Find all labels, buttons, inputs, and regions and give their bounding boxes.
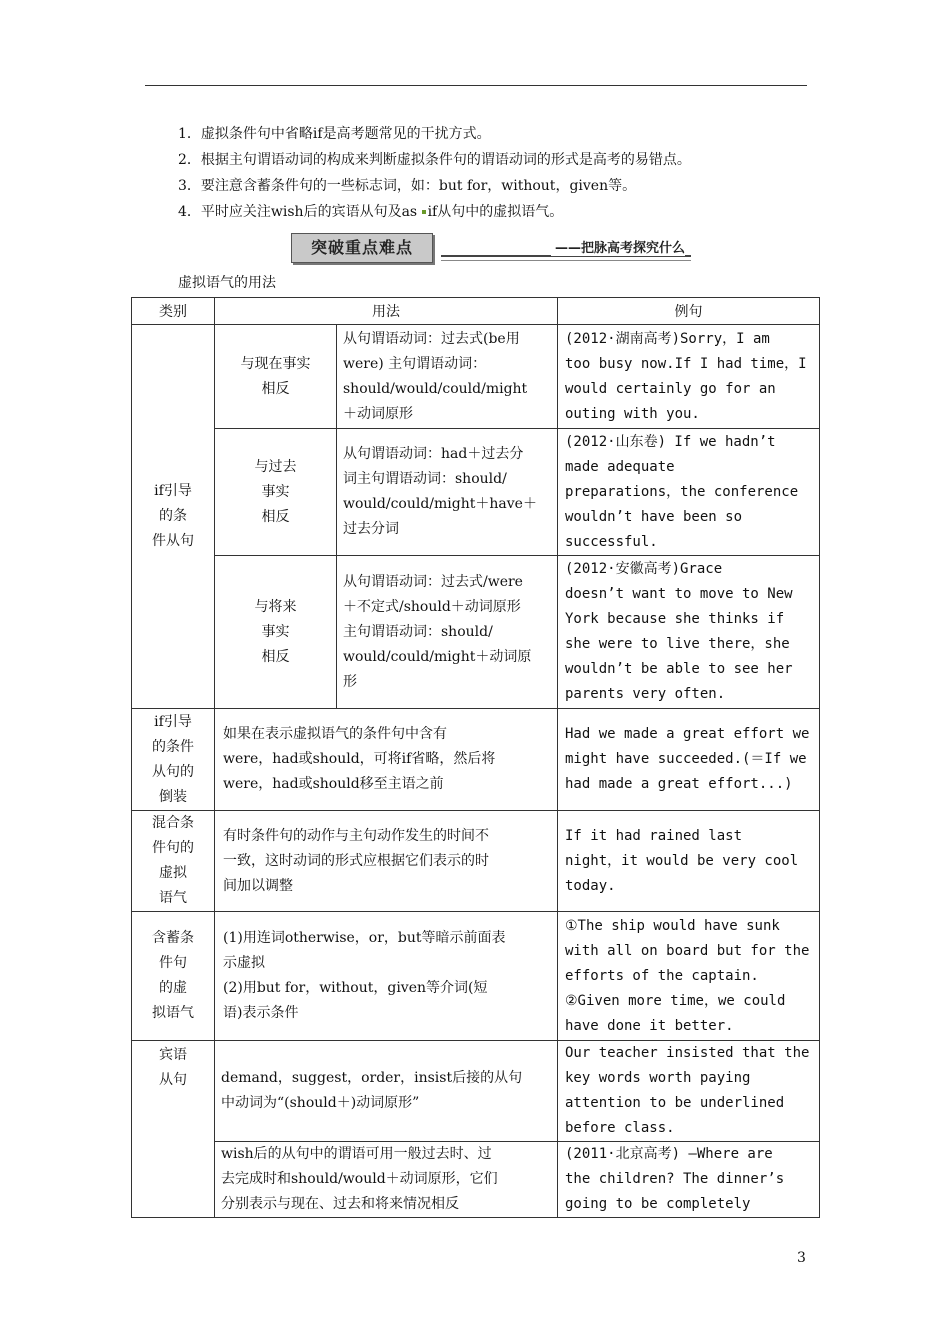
example-line: might have succeeded.(＝If we xyxy=(565,751,807,767)
note-item: 1．虚拟条件句中省略if是高考题常见的干扰方式。 xyxy=(178,126,491,142)
usage-line: would/could/might＋have＋ xyxy=(343,496,537,512)
banner-bar xyxy=(441,237,691,255)
category-line: 倒装 xyxy=(159,788,187,805)
header-category: 类别 xyxy=(132,298,215,325)
category-cell xyxy=(132,1041,215,1218)
table-row xyxy=(132,912,820,1041)
banner-line xyxy=(441,260,691,261)
category-line: 语气 xyxy=(159,890,187,906)
example-cell xyxy=(558,429,820,556)
example-line: wouldn’t be able to see her xyxy=(565,661,793,677)
example-line: going to be completely xyxy=(565,1196,751,1212)
subcategory-cell xyxy=(215,429,337,556)
category-cell xyxy=(132,709,215,811)
category-line: 混合条 xyxy=(152,815,194,831)
example-cell xyxy=(558,556,820,709)
example-line: too busy now.If I had time，I xyxy=(565,355,807,372)
example-line: she were to live there，she xyxy=(565,636,790,652)
usage-line: 从句谓语动词：had＋过去分 xyxy=(343,446,524,462)
example-line: ①The ship would have sunk xyxy=(565,917,780,934)
example-line: (2012·湖南高考)Sorry，I am xyxy=(565,330,770,347)
table-row xyxy=(132,811,820,912)
category-line: 件句 xyxy=(159,955,187,971)
usage-line: (2)用but for，without，given等介词(短 xyxy=(223,980,488,996)
section-title: 虚拟语气的用法 xyxy=(178,275,276,291)
header-example: 例句 xyxy=(558,298,820,325)
example-line: preparations，the conference xyxy=(565,483,799,500)
header-rule xyxy=(145,85,807,86)
example-line: successful. xyxy=(565,533,658,550)
example-line: efforts of the captain. xyxy=(565,967,759,984)
category-line: 含蓄条 xyxy=(152,930,194,946)
usage-line: ＋动词原形 xyxy=(343,405,413,422)
example-line: today. xyxy=(565,877,616,894)
notes-list xyxy=(178,121,818,225)
usage-cell xyxy=(215,912,558,1041)
example-line: (2011·北京高考) —Where are xyxy=(565,1146,773,1162)
note-item: 3．要注意含蓄条件句的一些标志词，如：but for，without，given等。 xyxy=(178,178,637,194)
example-line: the children? The dinner’s xyxy=(565,1171,785,1187)
section-banner xyxy=(291,231,691,263)
category-line: 件句的 xyxy=(152,840,194,856)
example-cell xyxy=(558,811,820,912)
category-line: 拟语气 xyxy=(152,1005,194,1021)
usage-line: were，had或should，可将if省略，然后将 xyxy=(223,751,496,767)
usage-line: would/could/might＋动词原 xyxy=(343,648,532,665)
usage-line: ＋不定式/should＋动词原形 xyxy=(343,598,521,615)
usage-cell xyxy=(215,709,558,811)
subcategory-line: 事实 xyxy=(261,623,290,640)
note-item: 2．根据主句谓语动词的构成来判断虚拟条件句的谓语动词的形式是高考的易错点。 xyxy=(178,152,691,168)
subcategory-line: 相反 xyxy=(261,508,290,525)
table-header-row xyxy=(132,298,820,325)
example-cell xyxy=(558,1142,820,1218)
example-line: wouldn’t have been so xyxy=(565,508,743,525)
example-line: had made a great effort...) xyxy=(565,776,793,792)
usage-cell xyxy=(337,325,558,429)
example-line: (2012·安徽高考)Grace xyxy=(565,561,723,577)
example-line: ②Given more time，we could xyxy=(565,992,786,1009)
usage-line: 间加以调整 xyxy=(223,877,293,894)
usage-line: 从句谓语动词：过去式/were xyxy=(343,573,523,590)
example-line: Had we made a great effort we xyxy=(565,726,810,742)
example-cell xyxy=(558,1041,820,1142)
category-line: 的条 xyxy=(159,508,187,524)
usage-line: (1)用连词otherwise，or，but等暗示前面表 xyxy=(223,930,506,946)
example-line: Our teacher insisted that the xyxy=(565,1045,810,1061)
category-line: 宾语 xyxy=(159,1047,187,1063)
example-line: night，it would be very cool xyxy=(565,852,799,869)
banner-box xyxy=(291,233,433,263)
usage-cell xyxy=(215,1142,558,1218)
example-line: key words worth paying xyxy=(565,1070,751,1086)
usage-cell xyxy=(337,556,558,709)
subcategory-line: 与过去 xyxy=(254,458,297,475)
example-line: would certainly go for an xyxy=(565,380,776,397)
usage-line: 中动词为“(should＋)动词原形” xyxy=(221,1095,420,1111)
usage-line: 形 xyxy=(343,673,357,690)
note-text: 4．平时应关注wish后的宾语从句及as xyxy=(178,204,418,220)
subcategory-line: 相反 xyxy=(261,648,290,665)
example-line: If it had rained last xyxy=(565,827,743,844)
example-line: before class. xyxy=(565,1120,675,1136)
table-row xyxy=(132,1041,820,1142)
table-row xyxy=(132,325,820,429)
note-text: if从句中的虚拟语气。 xyxy=(427,204,564,220)
usage-line: 分别表示与现在、过去和将来情况相反 xyxy=(221,1196,459,1212)
category-line: 从句的 xyxy=(152,763,194,780)
usage-line: should/would/could/might xyxy=(343,380,528,397)
usage-line: 语)表示条件 xyxy=(223,1005,299,1021)
category-cell xyxy=(132,811,215,912)
usage-table xyxy=(131,297,820,1218)
header-usage: 用法 xyxy=(215,298,558,325)
category-line: 的虚 xyxy=(159,980,187,996)
usage-line: 示虚拟 xyxy=(223,955,265,971)
example-line: outing with you. xyxy=(565,405,700,422)
usage-line: were) 主句谓语动词： xyxy=(343,355,487,372)
table-row xyxy=(132,556,820,709)
category-line: if引导 xyxy=(154,483,192,499)
usage-line: wish后的从句中的谓语可用一般过去时、过 xyxy=(221,1146,492,1162)
subcategory-cell xyxy=(215,556,337,709)
page-number: 3 xyxy=(797,1250,806,1266)
category-line: 从句 xyxy=(159,1072,187,1088)
subcategory-line: 事实 xyxy=(261,483,290,500)
table-row xyxy=(132,709,820,811)
example-cell xyxy=(558,325,820,429)
usage-line: 有时条件句的动作与主句动作发生的时间不 xyxy=(223,827,489,844)
usage-line: 从句谓语动词：过去式(be用 xyxy=(343,330,520,347)
usage-line: 一致，这时动词的形式应根据它们表示的时 xyxy=(223,852,489,869)
category-line: 虚拟 xyxy=(159,865,187,881)
example-line: parents very often. xyxy=(565,686,726,702)
example-cell xyxy=(558,709,820,811)
usage-line: 过去分词 xyxy=(343,521,399,537)
table-row xyxy=(132,429,820,556)
banner-label: 突破重点难点 xyxy=(310,238,413,257)
subcategory-line: 相反 xyxy=(261,380,290,397)
usage-line: 主句谓语动词：should/ xyxy=(343,623,493,640)
subcategory-cell xyxy=(215,325,337,429)
table-row xyxy=(132,1142,820,1218)
usage-line: 如果在表示虚拟语气的条件句中含有 xyxy=(223,726,447,742)
example-line: (2012·山东卷) If we hadn’t xyxy=(565,433,776,450)
category-line: 的条件 xyxy=(152,738,194,755)
example-line: doesn’t want to move to New xyxy=(565,586,793,602)
banner-subtitle: ——把脉高考探究什么 xyxy=(551,237,685,256)
example-line: have done it better. xyxy=(565,1017,734,1034)
subcategory-line: 与现在事实 xyxy=(240,355,311,372)
category-cell xyxy=(132,325,215,709)
example-line: with all on board but for the xyxy=(565,942,810,959)
example-line: attention to be underlined xyxy=(565,1095,785,1111)
example-line: made adequate xyxy=(565,458,675,475)
category-cell xyxy=(132,912,215,1041)
dot-mark xyxy=(422,210,426,214)
usage-line: were，had或should移至主语之前 xyxy=(223,776,444,792)
usage-line: 去完成时和should/would＋动词原形，它们 xyxy=(221,1171,498,1187)
usage-cell xyxy=(215,1041,558,1142)
usage-cell xyxy=(215,811,558,912)
usage-cell xyxy=(337,429,558,556)
example-line: York because she thinks if xyxy=(565,611,785,627)
category-line: 件从句 xyxy=(152,533,194,549)
example-cell xyxy=(558,912,820,1041)
note-item xyxy=(178,199,818,225)
subcategory-line: 与将来 xyxy=(254,598,297,615)
usage-line: 词主句谓语动词：should/ xyxy=(343,471,507,487)
usage-line: demand，suggest，order，insist后接的从句 xyxy=(221,1070,523,1086)
category-line: if引导 xyxy=(154,713,192,730)
